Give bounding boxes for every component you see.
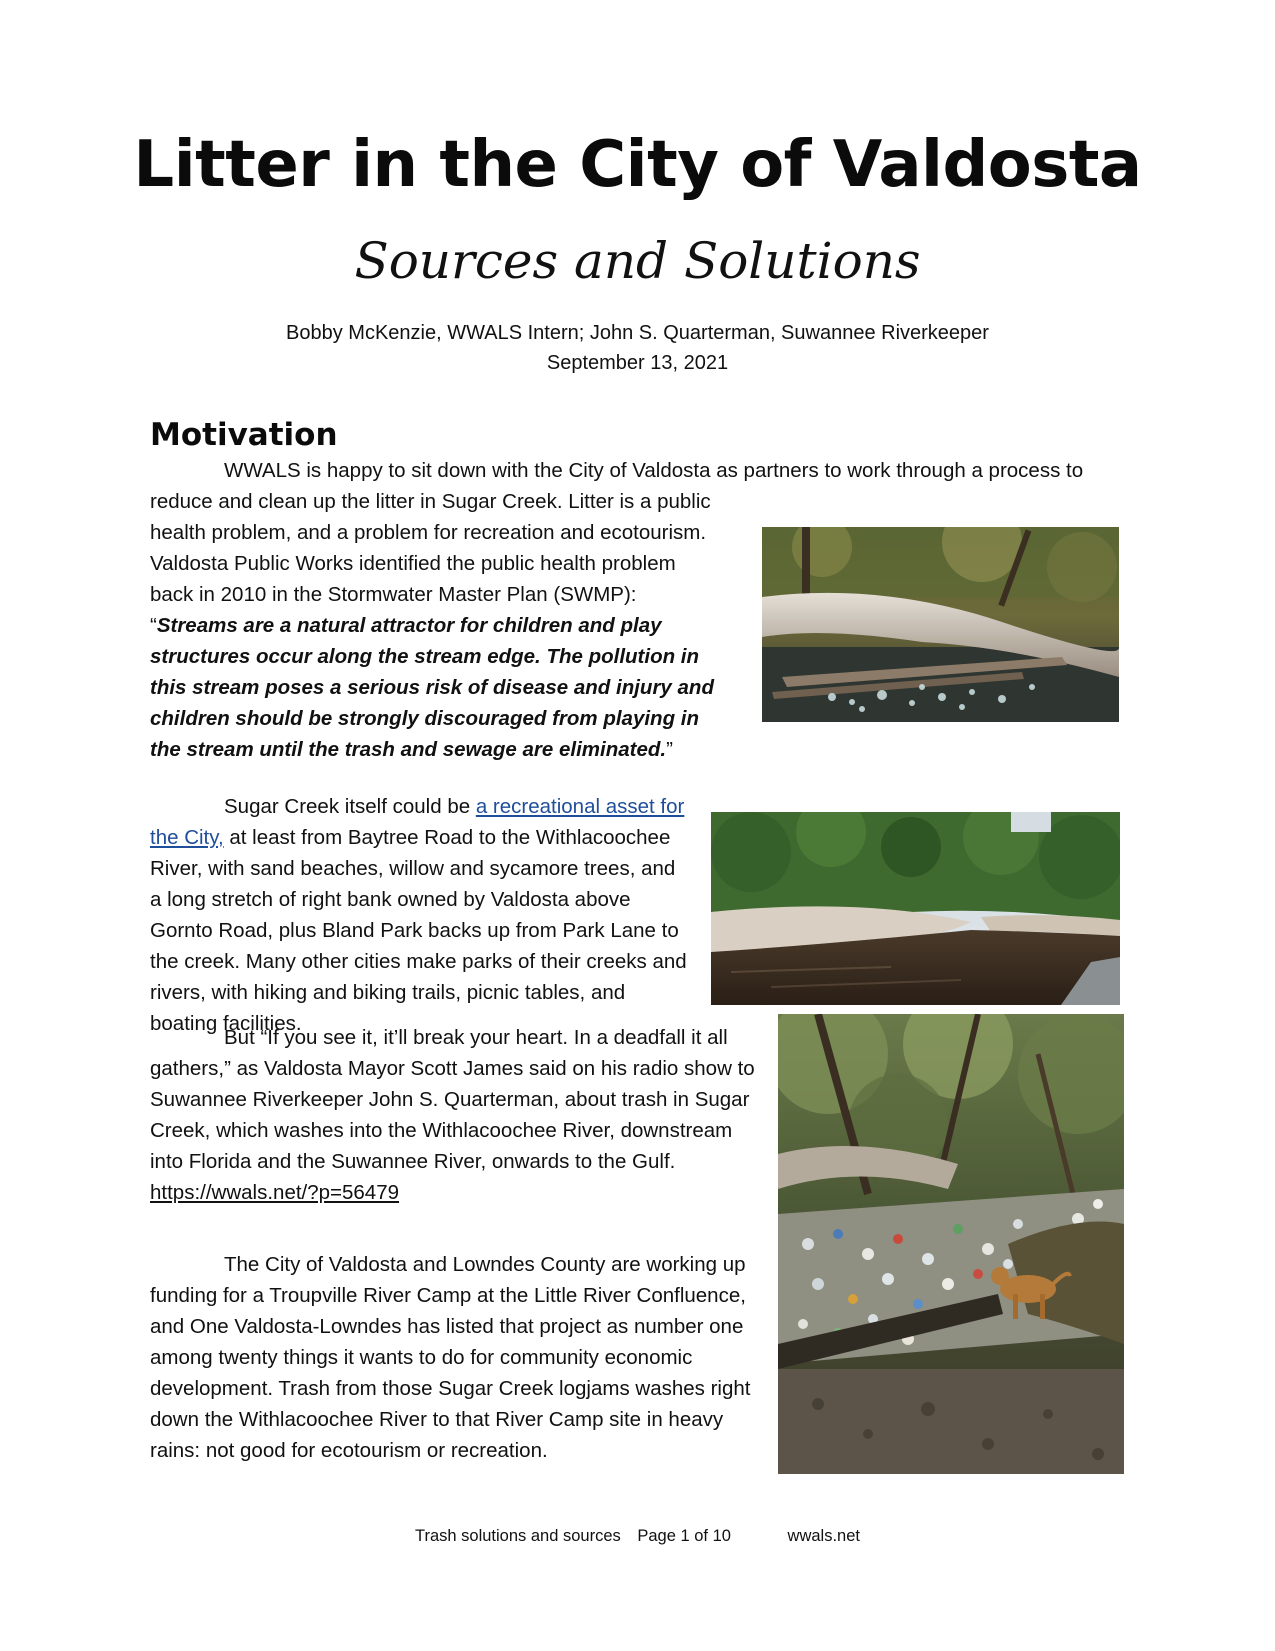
authors-line: Bobby McKenzie, WWALS Intern; John S. Quarterman, Suwannee Riverkeeper: [286, 322, 989, 344]
fallen-log-photo: [762, 527, 1119, 722]
paragraph-2-text: at least from Baytree Road to the Withlacoochee River, with sand beaches, willow and sycamore trees, and a long stretch of right bank owned by Valdosta above Gornto Road, plus Bland Park backs up from Park Lane to the creek. Many other cities make parks of their creeks and rivers, with hiking and biking trails, picnic tables, and boating facilities.: [150, 826, 687, 1035]
swmp-quote: Streams are a natural attractor for children and play structures occur along the stream edge. The pollution in this stream poses a serious risk of disease and injury and children should be strongly discouraged from playing in the stream until the trash and sewage are eliminated.: [150, 614, 714, 761]
paragraph-1-body: [150, 486, 718, 765]
paragraph-1-text: reduce and clean up the litter in Sugar Creek. Litter is a public health problem, and a problem for recreation and ecotourism. Valdosta Public Works identified the public health problem back in 2010 in the Stormwater Master Plan (SWMP): “: [150, 490, 711, 637]
document-subtitle: Sources and Solutions: [354, 232, 921, 290]
recreational-asset-link[interactable]: a recreational asset for the City,: [150, 795, 685, 849]
document-title: Litter in the City of Valdosta: [133, 128, 1142, 202]
byline: [0, 318, 1275, 378]
paragraph-3: [150, 1022, 760, 1208]
creek-beach-photo: [711, 812, 1120, 1005]
trash-logjam-photo: [778, 1014, 1124, 1474]
footer-page-number: Page 1 of 10: [637, 1527, 731, 1545]
trash-logjam-image: [778, 1014, 1124, 1474]
paragraph-1-lead-text: WWALS is happy to sit down with the City of Valdosta as partners to work through a process to: [224, 459, 1084, 482]
creek-beach-image: [711, 812, 1120, 1005]
paragraph-3-text: But “If you see it, it’ll break your heart. In a deadfall it all gathers,” as Valdosta Mayor Scott James said on his radio show to Suwannee Riverkeeper John S. Quarterman, about trash in Sugar Creek, which washes into the Withlacoochee River, downstream into Florida and the Suwannee River, onwards to the Gulf.: [150, 1026, 755, 1173]
paragraph-2: [150, 791, 690, 1039]
wwals-article-link[interactable]: https://wwals.net/?p=56479: [150, 1181, 400, 1204]
date-line: September 13, 2021: [546, 352, 729, 374]
paragraph-2-lead-text: Sugar Creek itself could be: [224, 795, 476, 818]
section-heading-motivation: Motivation: [150, 417, 338, 453]
fallen-log-image: [762, 527, 1119, 722]
page-footer: [0, 1527, 1275, 1546]
footer-document-name: Trash solutions and sources: [415, 1527, 621, 1545]
footer-website: wwals.net: [787, 1527, 860, 1545]
paragraph-4-text: The City of Valdosta and Lowndes County are working up funding for a Troupville River Camp at the Little River Confluence, and One Valdosta-Lowndes has listed that project as number one among twenty things it wants to do for community economic development. Trash from those Sugar Creek logjams washes right down the Withlacoochee River to that River Camp site in heavy rains: not good for ecotourism or recreation.: [150, 1253, 751, 1462]
quote-close: ”: [666, 738, 673, 761]
paragraph-1-line-1: [150, 455, 1140, 486]
paragraph-4: [150, 1249, 760, 1466]
